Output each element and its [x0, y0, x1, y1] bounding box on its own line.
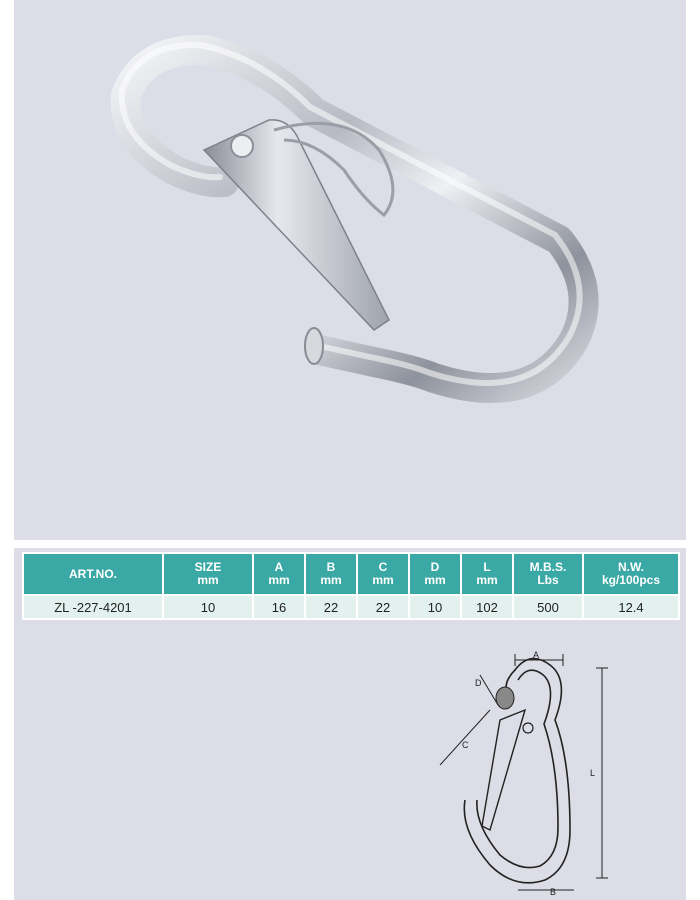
header-mbs: M.B.S. Lbs: [513, 553, 583, 595]
dim-label-l: L: [590, 768, 596, 778]
product-photo-panel: [14, 0, 686, 540]
dim-label-a: A: [533, 650, 540, 660]
dim-label-b: B: [550, 887, 557, 897]
header-c: C mm: [357, 553, 409, 595]
cell-size: 10: [163, 595, 253, 619]
cell-a: 16: [253, 595, 305, 619]
cell-mbs: 500: [513, 595, 583, 619]
cell-c: 22: [357, 595, 409, 619]
cell-l: 102: [461, 595, 513, 619]
snap-hook-photo-icon: [14, 0, 686, 540]
cell-d: 10: [409, 595, 461, 619]
table-row: [23, 595, 679, 619]
header-a: A mm: [253, 553, 305, 595]
cell-art-no: ZL -227-4201: [23, 595, 163, 619]
cell-b: 22: [305, 595, 357, 619]
header-size: SIZE mm: [163, 553, 253, 595]
header-l: L mm: [461, 553, 513, 595]
spec-table-header-row: [23, 553, 679, 595]
dim-label-d: D: [475, 678, 482, 688]
cell-nw: 12.4: [583, 595, 679, 619]
header-d: D mm: [409, 553, 461, 595]
header-nw: N.W. kg/100pcs: [583, 553, 679, 595]
header-b: B mm: [305, 553, 357, 595]
dim-label-c: C: [462, 740, 469, 750]
header-art-no: ART.NO.: [23, 553, 163, 595]
dimension-diagram: [420, 640, 620, 900]
spec-table: [22, 552, 680, 620]
